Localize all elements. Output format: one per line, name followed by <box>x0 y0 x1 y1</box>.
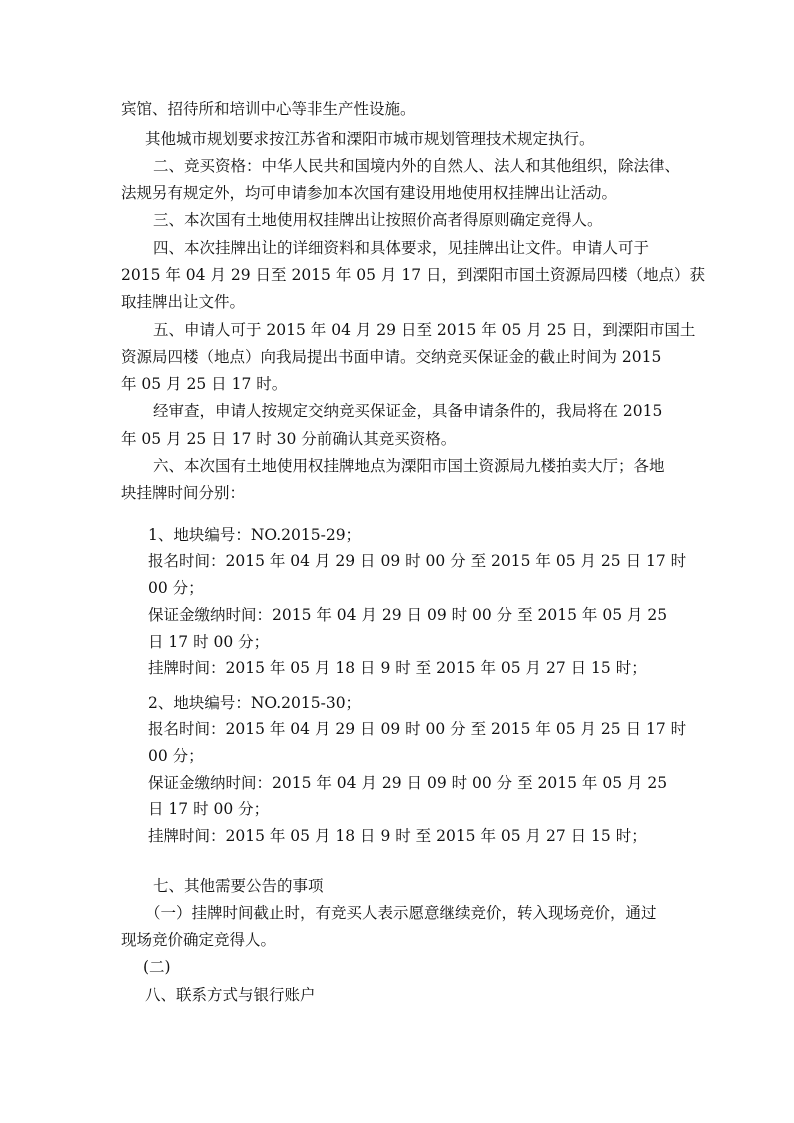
section-heading-application: 五、申请人可于 2015 年 04 月 29 日至 2015 年 05 月 25 日，到溧阳市国土 <box>153 321 696 339</box>
parcel-1-deposit-time: 保证金缴纳时间：2015 年 04 月 29 日 09 时 00 分 至 2015 年 05 月 25 <box>148 606 668 624</box>
paragraph-line: 00 分； <box>148 747 204 765</box>
paragraph-line: 资源局四楼（地点）向我局提出书面申请。交纳竞买保证金的截止时间为 2015 <box>121 348 662 366</box>
paragraph-line: 块挂牌时间分别： <box>121 484 246 502</box>
paragraph-line: 00 分； <box>148 579 204 597</box>
parcel-1-listing-time: 挂牌时间：2015 年 05 月 18 日 9 时 至 2015 年 05 月 27 日 15 时； <box>148 659 647 677</box>
paragraph-line: 年 05 月 25 日 17 时。 <box>121 375 288 393</box>
section-heading-listing-location: 六、本次国有土地使用权挂牌地点为溧阳市国土资源局九楼拍卖大厅；各地 <box>153 457 665 475</box>
paragraph-line: 2015 年 04 月 29 日至 2015 年 05 月 17 日，到溧阳市国土资源局四楼（地点）获 <box>121 266 705 284</box>
paragraph-line: 年 05 月 25 日 17 时 30 分前确认其竞买资格。 <box>121 430 457 448</box>
section-heading-winning-rule: 三、本次国有土地使用权挂牌出让按照价高者得原则确定竞得人。 <box>153 211 603 229</box>
section-heading-contact: 八、联系方式与银行账户 <box>145 986 316 1004</box>
paragraph-line: 经审查，申请人按规定交纳竞买保证金，具备申请条件的，我局将在 2015 <box>153 402 663 420</box>
paragraph-line: 现场竞价确定竞得人。 <box>121 931 277 949</box>
section-heading-documents: 四、本次挂牌出让的详细资料和具体要求，见挂牌出让文件。申请人可于 <box>153 239 650 257</box>
paragraph-line: 取挂牌出让文件。 <box>121 293 246 311</box>
paragraph-line: 日 17 时 00 分； <box>148 633 270 651</box>
parcel-1-registration-time: 报名时间：2015 年 04 月 29 日 09 时 00 分 至 2015 年 05 月 25 日 17 时 <box>148 552 687 570</box>
parcel-2-listing-time: 挂牌时间：2015 年 05 月 18 日 9 时 至 2015 年 05 月 27 日 15 时； <box>148 827 647 845</box>
parcel-2-deposit-time: 保证金缴纳时间：2015 年 04 月 29 日 09 时 00 分 至 2015 年 05 月 25 <box>148 774 668 792</box>
section-heading-other-matters: 七、其他需要公告的事项 <box>153 877 324 895</box>
paragraph-line: 宾馆、招待所和培训中心等非生产性设施。 <box>121 100 416 118</box>
paragraph-line: 日 17 时 00 分； <box>148 800 270 818</box>
section-heading-qualification: 二、竞买资格：中华人民共和国境内外的自然人、法人和其他组织，除法律、 <box>153 157 681 175</box>
paragraph-line: 法规另有规定外，均可申请参加本次国有建设用地使用权挂牌出让活动。 <box>121 184 618 202</box>
parcel-number-1: 1、地块编号：NO.2015-29； <box>148 526 362 544</box>
parcel-2-registration-time: 报名时间：2015 年 04 月 29 日 09 时 00 分 至 2015 年 05 月 25 日 17 时 <box>148 720 687 738</box>
parcel-number-2: 2、地块编号：NO.2015-30； <box>148 694 362 712</box>
paragraph-line: 其他城市规划要求按江苏省和溧阳市城市规划管理技术规定执行。 <box>145 130 595 148</box>
paragraph-line: (二) <box>143 958 171 976</box>
paragraph-line: （一）挂牌时间截止时，有竞买人表示愿意继续竞价，转入现场竞价，通过 <box>145 904 657 922</box>
